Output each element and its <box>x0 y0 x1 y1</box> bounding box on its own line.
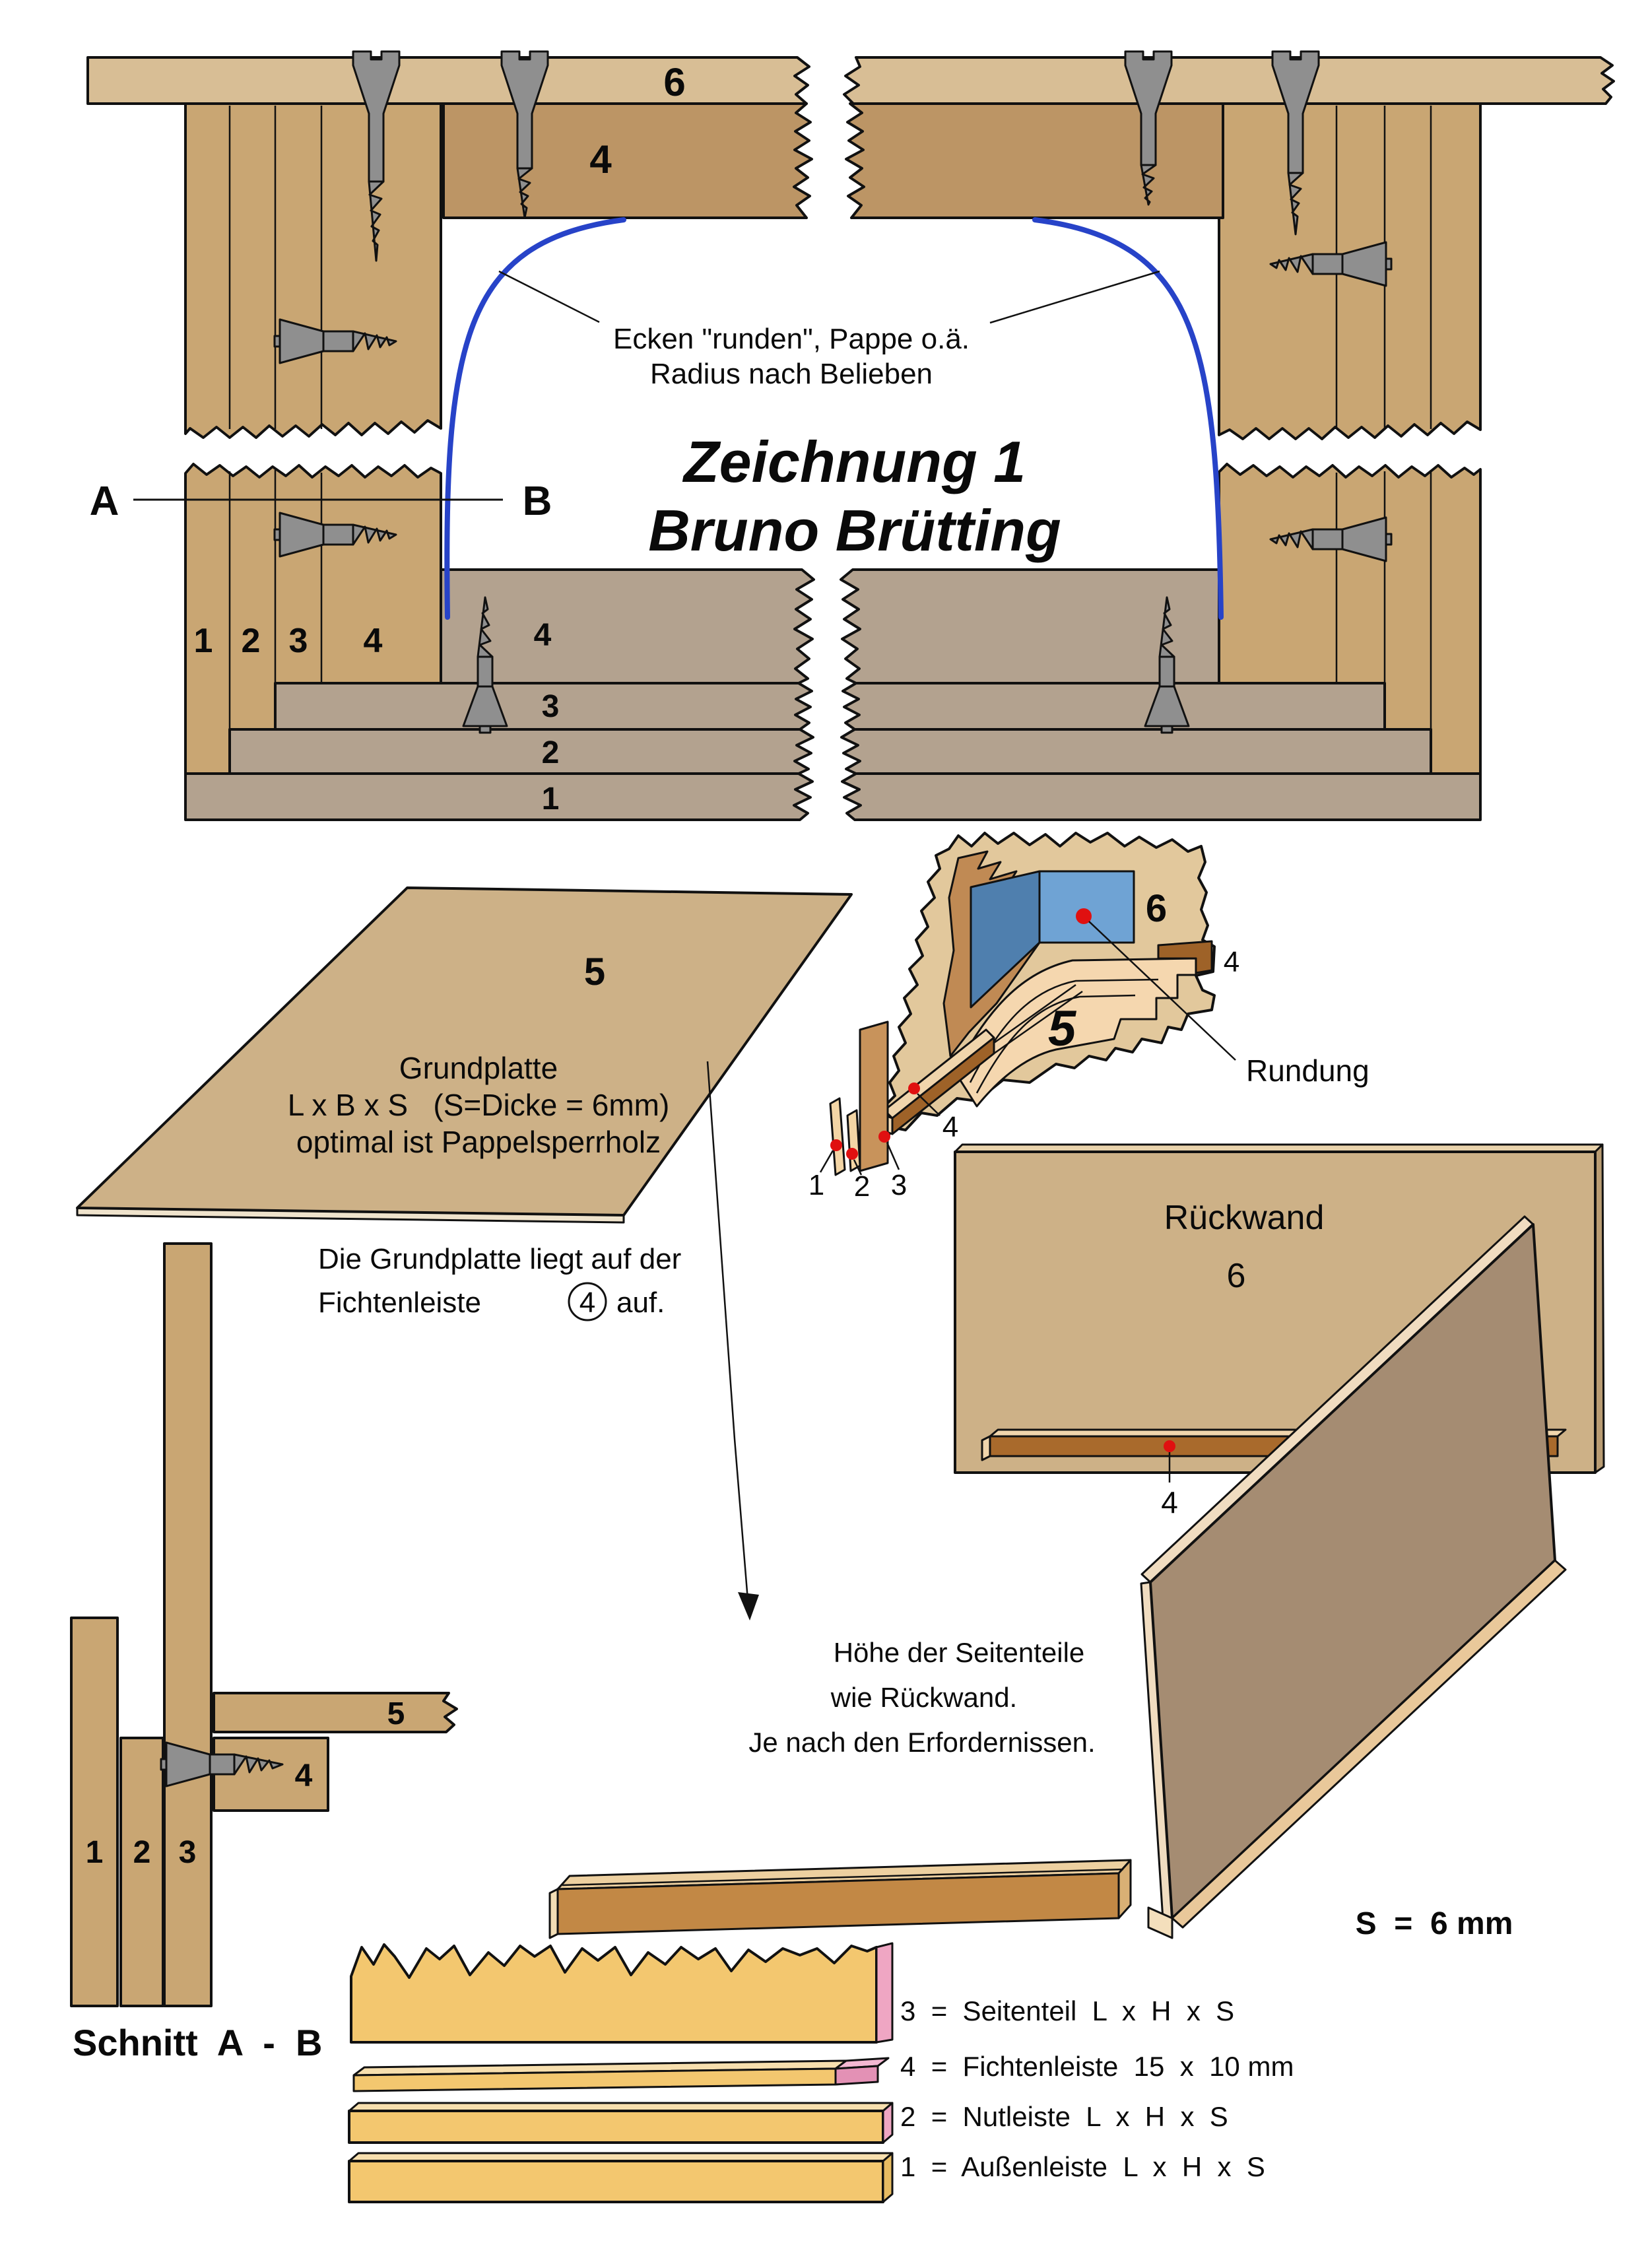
back-board-6-left <box>88 57 809 104</box>
layer-label-2: 2 <box>541 735 560 770</box>
layer-label-1: 1 <box>541 782 560 817</box>
layer-label-4: 4 <box>533 618 552 653</box>
batten-4-right <box>846 104 1223 218</box>
legend-part-1-edge <box>883 2153 892 2202</box>
legend-part-3-edge <box>876 1943 892 2042</box>
side-note-line2: wie Rückwand. <box>830 1682 1018 1713</box>
plate-note-line2-post: auf. <box>616 1286 665 1319</box>
detail-curved-wall-front-face <box>1040 871 1134 943</box>
base-plate-line1: Grundplatte <box>399 1051 558 1085</box>
schnitt-label-5: 5 <box>387 1696 405 1731</box>
detail-label-6: 6 <box>1145 887 1168 930</box>
layer-1-right <box>842 774 1480 820</box>
marker-dot-1 <box>830 1139 842 1151</box>
schnitt-bar-2 <box>121 1738 163 2006</box>
base-plate-line2: L x B x S (S=Dicke = 6mm) <box>287 1088 670 1122</box>
detail-label-4-batten: 4 <box>942 1111 959 1143</box>
batten-bar-end-left <box>550 1889 558 1938</box>
plate-note-line2-pre: Fichtenleiste <box>318 1286 482 1319</box>
strip-label-3: 3 <box>288 622 308 660</box>
detail-strip-2 <box>847 1110 860 1171</box>
rueckwand-batten-label: 4 <box>1161 1485 1178 1519</box>
section-label-a: A <box>89 479 119 524</box>
plan-label-4: 4 <box>589 137 612 182</box>
marker-dot-2 <box>846 1148 858 1160</box>
layer-label-3: 3 <box>541 689 560 724</box>
side-note-line1: Höhe der Seitenteile <box>833 1637 1085 1668</box>
strip-label-4: 4 <box>363 622 383 660</box>
legend-part-4-cap-front <box>836 2066 878 2085</box>
plate-note-line1: Die Grundplatte liegt auf der <box>318 1243 682 1275</box>
batten-4-left <box>444 104 812 218</box>
arc-leader-right <box>990 271 1160 323</box>
strip-label-2: 2 <box>241 622 261 660</box>
legend-part-2-edge <box>883 2103 892 2143</box>
legend-line-3: 3 = Seitenteil L x H x S <box>900 1995 1235 2026</box>
legend-group <box>349 1943 1294 2202</box>
plate-leader-line <box>708 1061 748 1608</box>
plate-note-circled-4: 4 <box>579 1286 596 1319</box>
detail-label-1: 1 <box>808 1169 825 1201</box>
plate-note <box>318 1243 681 1320</box>
schnitt-label-2: 2 <box>133 1835 151 1870</box>
side-note <box>748 1637 1095 1758</box>
plan-label-6: 6 <box>663 60 686 104</box>
rounding-arc-right <box>1035 220 1221 617</box>
thickness-note: S = 6 mm <box>1355 1906 1513 1941</box>
title-line2: Bruno Brütting <box>648 498 1061 563</box>
legend-part-2-front <box>349 2111 883 2143</box>
layer-1-left <box>185 774 812 820</box>
drawing-title <box>648 429 1061 563</box>
rueckwand-batten-end <box>982 1436 990 1460</box>
marker-dot-3 <box>878 1131 890 1143</box>
side-wall-right <box>1219 104 1480 774</box>
detail-strip-3 <box>860 1022 888 1171</box>
rounding-note-line1: Ecken "runden", Pappe o.ä. <box>612 323 970 355</box>
loose-batten-bar <box>550 1860 1131 1938</box>
layer-4-left <box>441 570 814 683</box>
legend-line-4: 4 = Fichtenleiste 15 x 10 mm <box>900 2051 1294 2082</box>
schnitt-label-1: 1 <box>85 1835 104 1870</box>
title-line1: Zeichnung 1 <box>683 429 1026 494</box>
schnitt-label-3: 3 <box>178 1835 197 1870</box>
marker-dot-rueckwand-batten <box>1164 1440 1175 1452</box>
detail-label-4-top: 4 <box>1223 946 1240 978</box>
layer-2-right <box>842 729 1431 774</box>
legend-line-1: 1 = Außenleiste L x H x S <box>900 2151 1265 2182</box>
marker-dot-batten <box>908 1083 920 1094</box>
rounding-note-line2: Radius nach Belieben <box>649 358 933 390</box>
layer-3-right <box>843 683 1385 729</box>
arc-leader-left <box>499 271 599 322</box>
schnitt-bar-3 <box>164 1244 211 2006</box>
layer-2-left <box>230 729 813 774</box>
schnitt-bar-1 <box>71 1618 117 2006</box>
side-note-line3: Je nach den Erfordernissen. <box>748 1727 1096 1758</box>
schnitt-caption: Schnitt A - B <box>73 2022 323 2063</box>
legend-line-2: 2 = Nutleiste L x H x S <box>900 2101 1228 2132</box>
detail-label-5: 5 <box>1047 1001 1076 1057</box>
rueckwand-number: 6 <box>1226 1257 1246 1295</box>
section-label-b: B <box>522 479 552 524</box>
schnitt-label-4: 4 <box>294 1758 313 1793</box>
schnitt-plate-5 <box>214 1693 457 1732</box>
back-board-6-right <box>844 57 1614 104</box>
rounding-arc-left <box>447 220 624 617</box>
legend-part-3 <box>351 1945 876 2042</box>
detail-label-rundung: Rundung <box>1246 1053 1370 1088</box>
plate-leader-arrowhead <box>738 1592 759 1620</box>
detail-label-2: 2 <box>853 1170 871 1203</box>
strip-label-1: 1 <box>193 622 213 660</box>
side-wall-left <box>185 104 441 774</box>
rueckwand-title: Rückwand <box>1164 1199 1325 1237</box>
base-plate-number: 5 <box>583 951 606 993</box>
side-wall-left-upper <box>185 104 441 438</box>
base-plate-line3: optimal ist Pappelsperrholz <box>296 1125 661 1159</box>
detail-label-3: 3 <box>890 1169 908 1201</box>
schnitt-group <box>71 1244 457 2063</box>
detail-strip-1 <box>830 1098 845 1175</box>
legend-part-1-front <box>349 2161 883 2202</box>
